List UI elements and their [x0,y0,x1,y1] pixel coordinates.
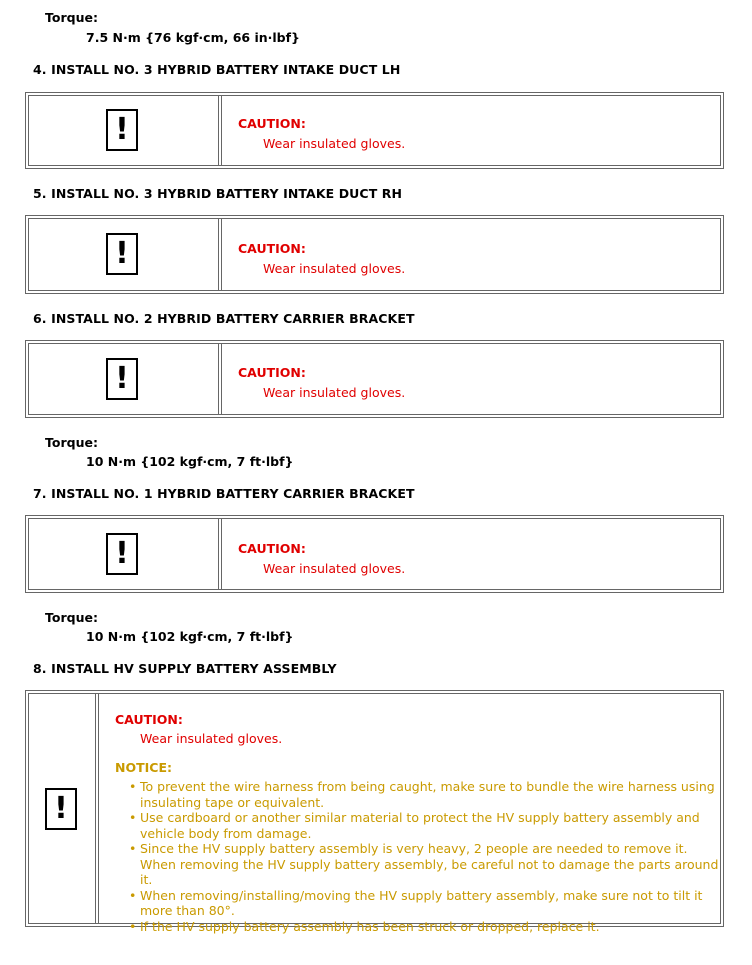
caution-text: Wear insulated gloves. [263,261,406,276]
caution-box [25,92,724,169]
step-title: 7. INSTALL NO. 1 HYBRID BATTERY CARRIER BRACKET [33,486,415,501]
caution-text: Wear insulated gloves. [263,136,406,151]
step-title: 8. INSTALL HV SUPPLY BATTERY ASSEMBLY [33,661,337,676]
caution-box [25,215,724,294]
caution-text: Wear insulated gloves. [263,561,406,576]
notice-item: • If the HV supply battery assembly has been struck or dropped, replace it. [129,919,719,935]
exclamation-warning-icon: ! [106,109,138,151]
torque-value: 7.5 N·m {76 kgf·cm, 66 in·lbf} [86,30,300,45]
notice-item: • Since the HV supply battery assembly is very heavy, 2 people are needed to remove it. When removing the HV supply battery assembly, be careful not to damage the parts around it. [129,841,719,888]
exclamation-warning-icon: ! [45,788,77,830]
notice-item: • To prevent the wire harness from being caught, make sure to bundle the wire harness using insulating tape or equivalent. [129,779,719,810]
caution-title: CAUTION: [238,241,306,256]
caution-text: Wear insulated gloves. [140,731,283,746]
notice-title: NOTICE: [115,760,172,775]
step-title: 4. INSTALL NO. 3 HYBRID BATTERY INTAKE DUCT LH [33,62,401,77]
step-title: 6. INSTALL NO. 2 HYBRID BATTERY CARRIER BRACKET [33,311,415,326]
notice-list-wrapper [129,779,719,934]
notice-item: • Use cardboard or another similar material to protect the HV supply battery assembly and vehicle body from damage. [129,810,719,841]
exclamation-warning-icon: ! [106,233,138,275]
caution-title: CAUTION: [238,365,306,380]
torque-value: 10 N·m {102 kgf·cm, 7 ft·lbf} [86,454,294,469]
step-title: 5. INSTALL NO. 3 HYBRID BATTERY INTAKE DUCT RH [33,186,403,201]
notice-item: • When removing/installing/moving the HV supply battery assembly, make sure not to tilt it more than 80°. [129,888,719,919]
torque-value: 10 N·m {102 kgf·cm, 7 ft·lbf} [86,629,294,644]
caution-notice-box [25,690,724,934]
caution-box [25,340,724,418]
caution-title: CAUTION: [238,541,306,556]
exclamation-warning-icon: ! [106,533,138,575]
torque-label: Torque: [45,610,98,625]
torque-label: Torque: [45,435,98,450]
caution-text: Wear insulated gloves. [263,385,406,400]
exclamation-warning-icon: ! [106,358,138,400]
notice-list [129,779,719,934]
torque-label: Torque: [45,10,98,25]
caution-box [25,515,724,593]
caution-title: CAUTION: [238,116,306,131]
caution-title: CAUTION: [115,712,183,727]
